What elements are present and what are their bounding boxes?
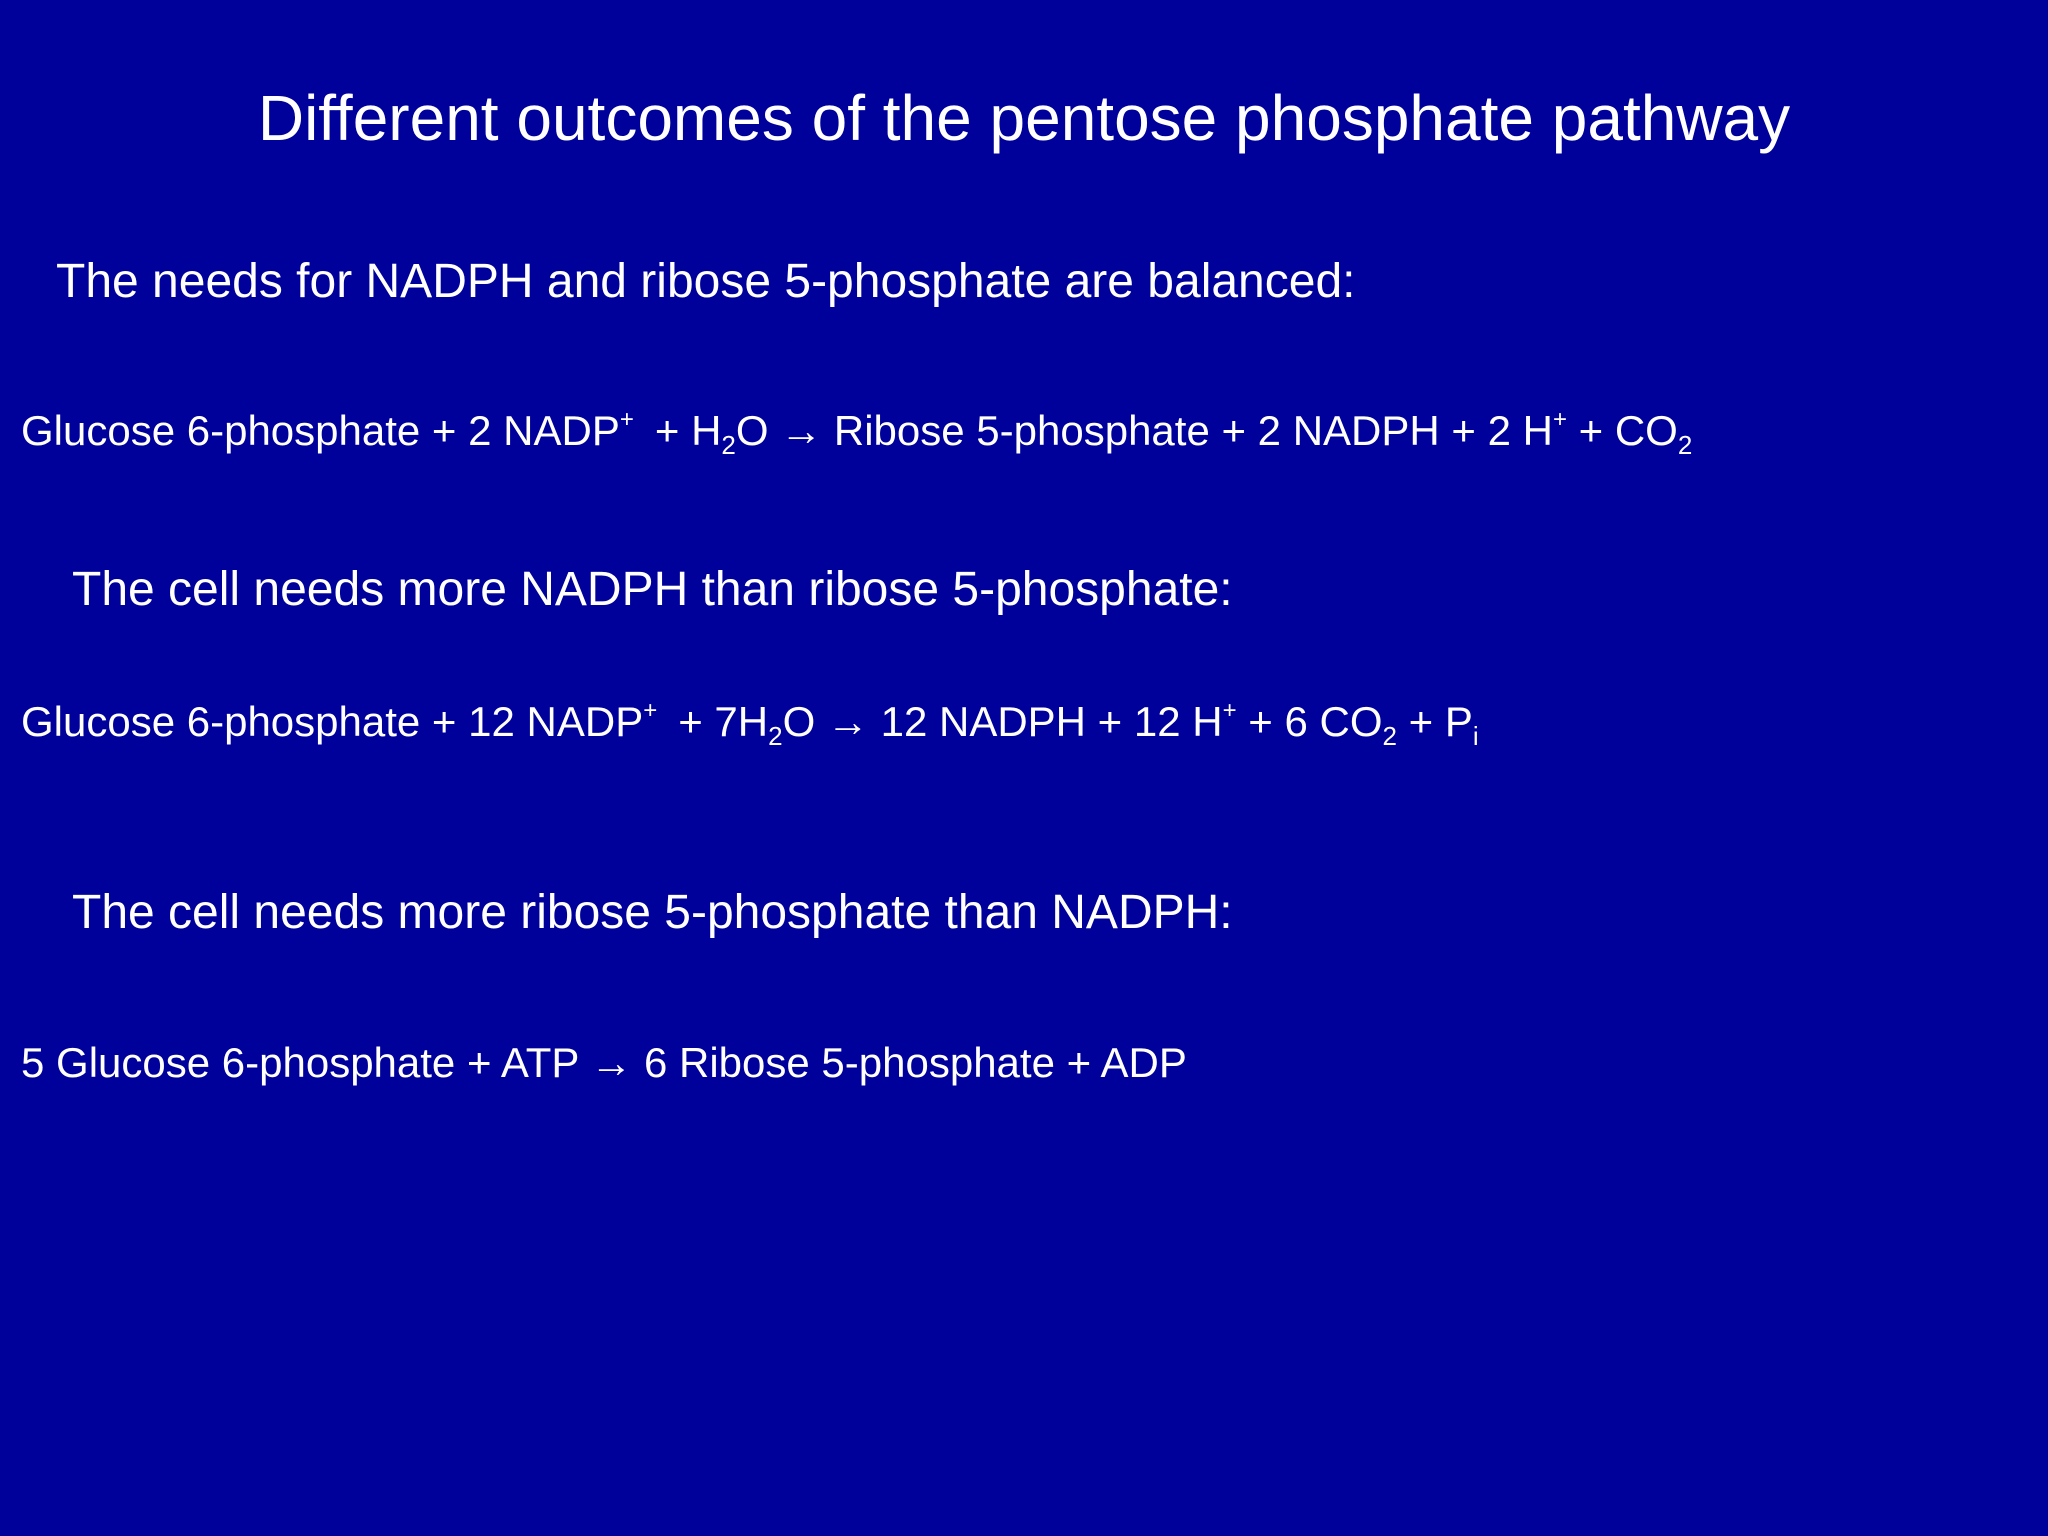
eq-superscript: +	[619, 406, 634, 433]
eq-text: Glucose 6-phosphate + 2 NADP	[21, 407, 620, 454]
eq-text: + P	[1396, 698, 1473, 745]
balanced-equation	[21, 406, 1693, 461]
balanced-heading: The needs for NADPH and ribose 5-phosphate are balanced:	[56, 255, 1356, 308]
eq-subscript: 2	[768, 721, 783, 752]
eq-superscript: +	[643, 697, 658, 724]
more-ribose-heading: The cell needs more ribose 5-phosphate than NADPH:	[72, 886, 1233, 939]
more-nadph-equation	[21, 697, 1479, 752]
eq-text: + 6 CO	[1236, 698, 1383, 745]
eq-subscript: 2	[721, 430, 736, 461]
eq-text: O → Ribose 5-phosphate + 2 NADPH + 2 H	[735, 407, 1553, 454]
eq-superscript: +	[1222, 697, 1237, 724]
eq-text: + H	[654, 407, 722, 454]
eq-text: Glucose 6-phosphate + 12 NADP	[21, 698, 644, 745]
eq-text: O → 12 NADPH + 12 H	[782, 698, 1223, 745]
eq-text: + 7H	[678, 698, 769, 745]
eq-superscript: +	[1552, 406, 1567, 433]
more-nadph-heading: The cell needs more NADPH than ribose 5-phosphate:	[72, 563, 1233, 616]
eq-subscript: i	[1472, 721, 1479, 752]
slide-title: Different outcomes of the pentose phosphate pathway	[257, 82, 1791, 154]
more-ribose-equation: 5 Glucose 6-phosphate + ATP → 6 Ribose 5-phosphate + ADP	[21, 1039, 1187, 1086]
eq-text: + CO	[1566, 407, 1678, 454]
eq-subscript: 2	[1677, 430, 1693, 461]
eq-subscript: 2	[1382, 721, 1397, 752]
